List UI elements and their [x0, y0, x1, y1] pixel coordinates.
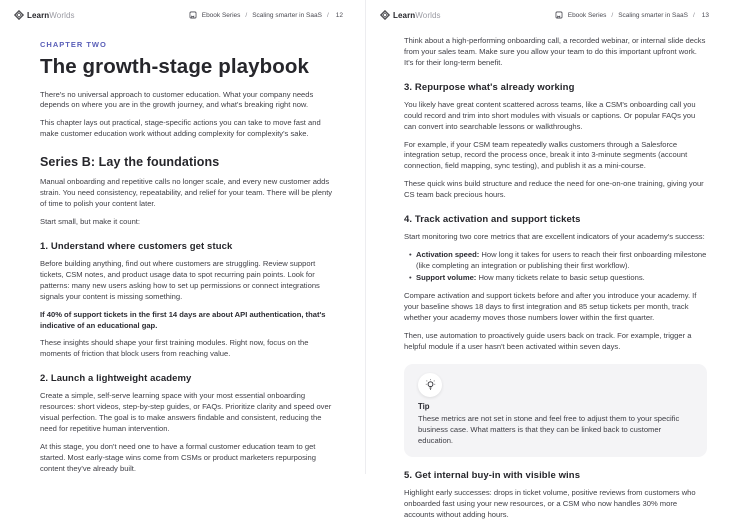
paragraph: Think about a high-performing onboarding call, a recorded webinar, or internal slide decks from your sales team. Make sure you allow your team to do this important upfront work. It's for their long-term benefit. [404, 36, 706, 67]
page-number-right: 13 [701, 11, 709, 19]
paragraph: This chapter lays out practical, stage-specific actions you can take to move fast and make customer education work without adding complexity for complexity's sake. [40, 118, 321, 139]
brand-name-bold: Learn [393, 10, 416, 20]
list-item [416, 273, 707, 284]
learnworlds-logo-icon [14, 10, 24, 20]
left-page-content [0, 22, 365, 475]
page-number-left: 12 [335, 11, 343, 19]
paragraph: These quick wins build structure and reduce the need for one-on-one training, giving your CS team back precious hours. [404, 179, 704, 200]
breadcrumb-separator: / [245, 11, 248, 19]
page-header-left [0, 0, 365, 22]
book-icon [189, 11, 198, 19]
metrics-list [404, 250, 707, 284]
learnworlds-logo-icon [380, 10, 390, 20]
paragraph: Start monitoring two core metrics that are excellent indicators of your academy's success: [404, 232, 705, 242]
page-header-right [366, 0, 731, 22]
brand-logo [380, 10, 441, 20]
paragraph: Before building anything, find out where customers are struggling. Review support tickets, CSM notes, and product usage data to spot recurring pain points. Look for patterns: many new users asking how to set up permissions or connect integrations signals your content is missing something. [40, 258, 320, 301]
paragraph: These insights should shape your first training modules. Right now, focus on the moments of friction that block users from reaching value. [40, 338, 309, 359]
subsection-heading-3: 3. Repurpose what's already working [404, 81, 575, 93]
page-right [366, 0, 731, 520]
right-page-content [366, 22, 731, 521]
subsection-heading-1: 1. Understand where customers get stuck [40, 240, 233, 252]
breadcrumb-series: Ebook Series [201, 11, 241, 19]
breadcrumb-left [189, 11, 343, 19]
section-heading-series-b: Series B: Lay the foundations [40, 155, 220, 170]
breadcrumb-separator: / [611, 11, 614, 19]
paragraph: At this stage, you don't need one to have a formal customer education team to get started. Most early-stage wins come from CSMs or product marketers repurposing content they've already built. [40, 442, 317, 473]
brand-name-bold: Learn [27, 10, 50, 20]
subsection-heading-5: 5. Get internal buy-in with visible wins [404, 470, 581, 482]
tip-text: These metrics are not set in stone and feel free to adjust them to your specific business case. What matters is that they can be linked back to customer education. [418, 414, 680, 446]
paragraph: Create a simple, self-serve learning space with your most essential onboarding resources: short videos, step-by-step guides, or FAQs. Prioritize clarity and speed over visual perfection. The goal is to make answers findable and consistent, reducing the need for repetitive human intervention. [40, 391, 332, 434]
brand-logo [14, 10, 75, 20]
paragraph: There's no universal approach to customer education. What your company needs depends on where you are in the growth journey, and what's breaking right now. [40, 89, 314, 110]
paragraph: Compare activation and support tickets before and after you introduce your academy. If your baseline shows 18 days to first integration and 85 setup tickets per month, track whether your academy moves those numbers lower within the first quarter. [404, 290, 697, 322]
paragraph: You likely have great content scattered across teams, like a CSM's onboarding call you could record and trim into short modules with visuals or captions. Or popular FAQs you can convert into searchable lessons or walkthroughs. [404, 99, 696, 131]
subsection-heading-2: 2. Launch a lightweight academy [40, 373, 192, 385]
paragraph-emphasis: If 40% of support tickets in the first 14 days are about API authentication, that's indicative of an educational gap. [40, 309, 326, 330]
paragraph: Highlight early successes: drops in ticket volume, positive reviews from customers who onboarded fast using your new resources, or a CSM who now handles 30% more accounts without adding hours. [404, 488, 696, 520]
book-icon [555, 11, 564, 19]
tip-label: Tip [418, 402, 430, 412]
brand-name [27, 11, 75, 20]
breadcrumb-separator: / [692, 11, 695, 19]
bullet-label: Activation speed: [416, 250, 480, 260]
paragraph: For example, if your CSM team repeatedly walks customers through a Salesforce integration setup, record the process once, break it into 3-minute segments (account connection, field mapping, sync testing), and publish it as a mini-course. [404, 139, 688, 171]
breadcrumb-right [555, 11, 709, 19]
breadcrumb-title: Scaling smarter in SaaS [252, 11, 322, 19]
bullet-text: How long it takes for users to reach their first onboarding milestone (like completing an integration or publishing their first workflow). [416, 250, 707, 270]
breadcrumb-series: Ebook Series [567, 11, 607, 19]
list-item [416, 250, 707, 272]
lightbulb-icon [418, 373, 442, 397]
brand-name-light: Worlds [415, 10, 441, 20]
breadcrumb-separator: / [326, 11, 329, 19]
subsection-heading-4: 4. Track activation and support tickets [404, 214, 581, 226]
breadcrumb-title: Scaling smarter in SaaS [618, 11, 688, 19]
paragraph: Then, use automation to proactively guide users back on track. For example, trigger a helpful module if a user hasn't been activated within seven days. [404, 330, 692, 351]
bullet-text: How many tickets relate to basic setup questions. [476, 272, 645, 282]
bullet-label: Support volume: [416, 272, 477, 282]
chapter-label: CHAPTER TWO [40, 40, 107, 49]
tip-callout [404, 364, 707, 457]
brand-name [393, 11, 441, 20]
page-title: The growth-stage playbook [40, 55, 310, 78]
paragraph: Manual onboarding and repetitive calls no longer scale, and every new customer adds strain. You need consistency, repeatability, and relief for your team. There will be plenty of time to polish your content later. [40, 177, 333, 209]
paragraph: Start small, but make it count: [40, 217, 141, 227]
brand-name-light: Worlds [49, 10, 75, 20]
page-left [0, 0, 365, 474]
